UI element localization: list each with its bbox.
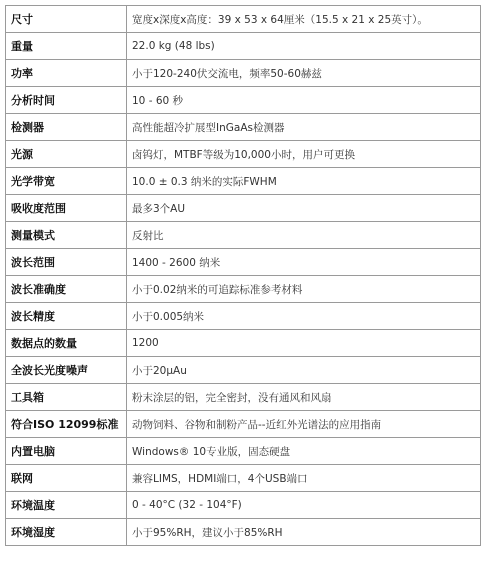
spec-label: 内置电脑 xyxy=(6,438,127,465)
spec-value: 反射比 xyxy=(127,222,481,249)
spec-label: 波长精度 xyxy=(6,303,127,330)
spec-value: 小于20μAu xyxy=(127,357,481,384)
spec-label: 环境温度 xyxy=(6,492,127,519)
spec-label: 重量 xyxy=(6,33,127,60)
spec-row-analysis-time xyxy=(6,87,481,114)
spec-value: 高性能超冷扩展型InGaAs检测器 xyxy=(127,114,481,141)
spec-label: 功率 xyxy=(6,60,127,87)
spec-row-dimensions xyxy=(6,6,481,33)
spec-value: 最多3个AU xyxy=(127,195,481,222)
spec-row-wavelength-precision xyxy=(6,303,481,330)
spec-value: 小于0.005纳米 xyxy=(127,303,481,330)
spec-row-wavelength-accuracy xyxy=(6,276,481,303)
spec-value: 小于0.02纳米的可追踪标准参考材料 xyxy=(127,276,481,303)
spec-value: 小于120-240伏交流电，频率50-60赫兹 xyxy=(127,60,481,87)
spec-row-detector xyxy=(6,114,481,141)
spec-value: 粉末涂层的铝，完全密封，没有通风和风扇 xyxy=(127,384,481,411)
spec-label: 检测器 xyxy=(6,114,127,141)
spec-value: 小于95%RH，建议小于85%RH xyxy=(127,519,481,546)
spec-label: 分析时间 xyxy=(6,87,127,114)
spec-label: 波长范围 xyxy=(6,249,127,276)
spec-row-ambient-humidity xyxy=(6,519,481,546)
spec-label: 数据点的数量 xyxy=(6,330,127,357)
spec-value: 10.0 ± 0.3 纳米的实际FWHM xyxy=(127,168,481,195)
spec-row-measurement-mode xyxy=(6,222,481,249)
spec-label: 工具箱 xyxy=(6,384,127,411)
spec-row-iso-compliance xyxy=(6,411,481,438)
spec-row-power xyxy=(6,60,481,87)
spec-row-light-source xyxy=(6,141,481,168)
spec-row-weight xyxy=(6,33,481,60)
spec-row-absorbance-range xyxy=(6,195,481,222)
spec-label: 波长准确度 xyxy=(6,276,127,303)
spec-value: 1400 - 2600 纳米 xyxy=(127,249,481,276)
spec-label: 光学带宽 xyxy=(6,168,127,195)
spec-label: 吸收度范围 xyxy=(6,195,127,222)
spec-row-enclosure xyxy=(6,384,481,411)
spec-value: 动物饲料、谷物和制粉产品--近红外光谱法的应用指南 xyxy=(127,411,481,438)
spec-label: 联网 xyxy=(6,465,127,492)
spec-value: Windows® 10专业版，固态硬盘 xyxy=(127,438,481,465)
spec-label: 环境湿度 xyxy=(6,519,127,546)
spec-value: 10 - 60 秒 xyxy=(127,87,481,114)
spec-value: 兼容LIMS，HDMI端口，4个USB端口 xyxy=(127,465,481,492)
spec-label: 测量模式 xyxy=(6,222,127,249)
spec-value: 1200 xyxy=(127,330,481,357)
spec-row-photometric-noise xyxy=(6,357,481,384)
specifications-body xyxy=(6,6,481,546)
spec-label: 尺寸 xyxy=(6,6,127,33)
specifications-table xyxy=(5,5,481,546)
spec-row-wavelength-range xyxy=(6,249,481,276)
spec-row-data-points xyxy=(6,330,481,357)
spec-value: 宽度x深度x高度：39 x 53 x 64厘米（15.5 x 21 x 25英寸）。 xyxy=(127,6,481,33)
spec-row-built-in-computer xyxy=(6,438,481,465)
spec-value: 卤钨灯，MTBF等级为10,000小时，用户可更换 xyxy=(127,141,481,168)
spec-row-ambient-temperature xyxy=(6,492,481,519)
spec-row-networking xyxy=(6,465,481,492)
spec-value: 22.0 kg (48 lbs) xyxy=(127,33,481,60)
spec-label: 全波长光度噪声 xyxy=(6,357,127,384)
spec-value: 0 - 40°C (32 - 104°F) xyxy=(127,492,481,519)
spec-label: 光源 xyxy=(6,141,127,168)
spec-row-optical-bandwidth xyxy=(6,168,481,195)
spec-label: 符合ISO 12099标准 xyxy=(6,411,127,438)
